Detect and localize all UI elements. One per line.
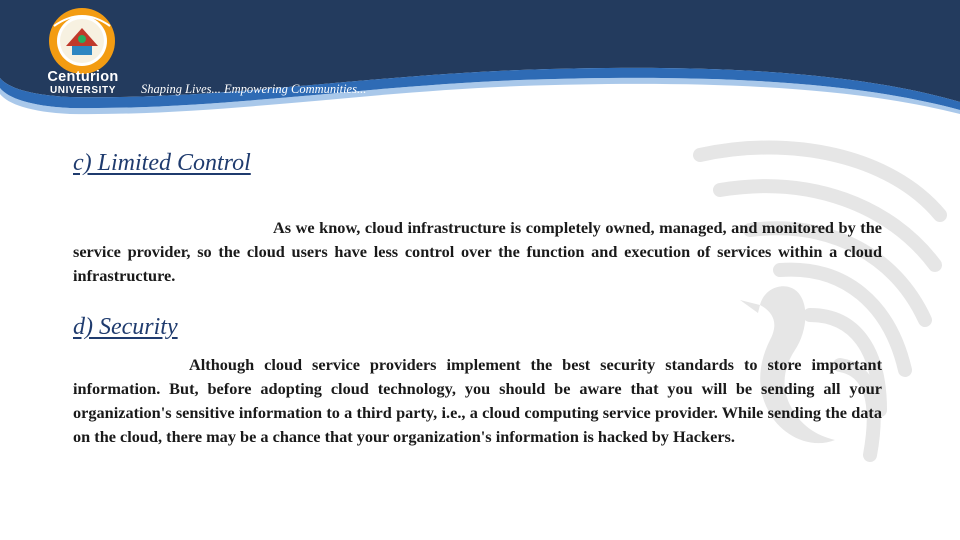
section-heading-limited-control: c) Limited Control	[73, 150, 251, 176]
header-band	[0, 0, 960, 135]
brand-subtitle: UNIVERSITY	[49, 85, 116, 96]
peacock-icon	[640, 135, 960, 505]
section-body-limited-control: As we know, cloud infrastructure is completely owned, managed, and monitored by the service provider, so the cloud users have less control over the function and execution of services within a cloud infrastructure.	[73, 218, 882, 285]
section-body-security: Although cloud service providers implement the best security standards to store important information. But, before adopting cloud technology, you should be aware that you will be sending all your organization's sensitive information to a third party, i.e., a cloud computing service provider. While sending the data on the cloud, there may be a chance that your organization's information is hacked by Hackers.	[73, 355, 882, 446]
tagline: Shaping Lives... Empowering Communities...	[141, 82, 367, 96]
brand-name: Centurion	[47, 69, 119, 85]
university-seal-icon	[40, 6, 124, 76]
section-heading-security: d) Security	[73, 314, 178, 340]
